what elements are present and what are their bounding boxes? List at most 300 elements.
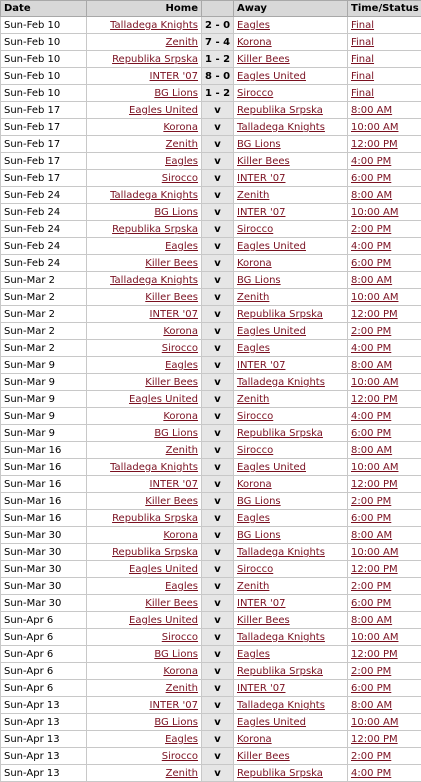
game-date-cell: Sun-Mar 9 — [1, 357, 87, 374]
away-team-link[interactable]: Killer Bees — [237, 614, 290, 626]
game-row — [1, 731, 421, 748]
home-team-link[interactable]: Talladega Knights — [110, 189, 198, 201]
home-team-cell — [87, 255, 202, 272]
home-team-cell — [87, 442, 202, 459]
away-team-link[interactable]: Zenith — [237, 189, 270, 201]
game-status-link[interactable]: 8:00 AM — [351, 614, 393, 626]
game-score-cell: 7 - 4 — [202, 34, 234, 51]
away-team-link[interactable]: Talladega Knights — [237, 699, 325, 711]
game-score-cell: v — [202, 119, 234, 136]
away-team-cell — [234, 323, 348, 340]
header-row — [1, 1, 421, 17]
game-status-cell — [348, 119, 421, 136]
game-score-cell: v — [202, 595, 234, 612]
game-date-cell: Sun-Feb 24 — [1, 187, 87, 204]
away-team-cell — [234, 544, 348, 561]
home-team-cell — [87, 289, 202, 306]
game-status-link[interactable]: 2:00 PM — [351, 495, 392, 507]
away-team-link[interactable]: Eagles — [237, 648, 270, 660]
game-status-link[interactable]: 10:00 AM — [351, 291, 399, 303]
game-date-cell: Sun-Mar 30 — [1, 561, 87, 578]
game-score-cell: v — [202, 561, 234, 578]
game-status-link[interactable]: 2:00 PM — [351, 325, 392, 337]
away-team-cell — [234, 527, 348, 544]
game-status-cell — [348, 527, 421, 544]
home-team-link[interactable]: Eagles United — [129, 563, 198, 575]
game-row — [1, 578, 421, 595]
game-date-cell: Sun-Mar 30 — [1, 595, 87, 612]
away-team-link[interactable]: Eagles United — [237, 716, 306, 728]
game-status-link[interactable]: 8:00 AM — [351, 444, 393, 456]
home-team-cell — [87, 425, 202, 442]
home-team-cell — [87, 153, 202, 170]
away-team-cell — [234, 680, 348, 697]
away-team-link[interactable]: Republika Srpska — [237, 308, 323, 320]
game-score-cell: v — [202, 697, 234, 714]
game-status-link[interactable]: 6:00 PM — [351, 512, 392, 524]
game-date-cell: Sun-Mar 30 — [1, 544, 87, 561]
home-team-link[interactable]: INTER '07 — [149, 699, 198, 711]
game-row — [1, 493, 421, 510]
game-status-cell — [348, 34, 421, 51]
home-team-link[interactable]: Korona — [163, 121, 198, 133]
game-date-cell: Sun-Mar 2 — [1, 289, 87, 306]
game-row — [1, 510, 421, 527]
away-team-link[interactable]: INTER '07 — [237, 597, 286, 609]
away-team-cell — [234, 391, 348, 408]
home-team-link[interactable]: BG Lions — [154, 87, 198, 99]
home-team-cell — [87, 119, 202, 136]
game-row — [1, 272, 421, 289]
game-status-cell — [348, 323, 421, 340]
away-column-header: Away — [234, 1, 348, 17]
away-team-link[interactable]: BG Lions — [237, 529, 281, 541]
away-team-cell — [234, 102, 348, 119]
game-score-cell: v — [202, 221, 234, 238]
home-team-cell — [87, 238, 202, 255]
away-team-cell — [234, 272, 348, 289]
away-team-cell — [234, 442, 348, 459]
game-score-cell: v — [202, 272, 234, 289]
home-team-link[interactable]: Killer Bees — [145, 495, 198, 507]
game-status-cell — [348, 748, 421, 765]
game-status-link[interactable]: 12:00 PM — [351, 478, 398, 490]
away-team-cell — [234, 170, 348, 187]
game-status-cell — [348, 357, 421, 374]
away-team-cell — [234, 17, 348, 34]
game-status-link[interactable]: 2:00 PM — [351, 665, 392, 677]
game-status-link[interactable]: 12:00 PM — [351, 308, 398, 320]
game-status-link[interactable]: 10:00 AM — [351, 121, 399, 133]
away-team-link[interactable]: INTER '07 — [237, 206, 286, 218]
game-status-link[interactable]: 6:00 PM — [351, 257, 392, 269]
home-team-link[interactable]: INTER '07 — [149, 478, 198, 490]
home-team-link[interactable]: Talladega Knights — [110, 274, 198, 286]
score-column-header — [202, 1, 234, 17]
away-team-link[interactable]: Republika Srpska — [237, 665, 323, 677]
away-team-link[interactable]: Eagles — [237, 19, 270, 31]
home-team-link[interactable]: Republika Srpska — [112, 546, 198, 558]
game-status-link[interactable]: 10:00 AM — [351, 461, 399, 473]
game-score-cell: v — [202, 323, 234, 340]
game-row — [1, 221, 421, 238]
away-team-link[interactable]: Zenith — [237, 393, 270, 405]
game-status-link[interactable]: 8:00 AM — [351, 274, 393, 286]
game-score-cell: 1 - 2 — [202, 51, 234, 68]
home-team-link[interactable]: Republika Srpska — [112, 223, 198, 235]
game-score-cell: v — [202, 255, 234, 272]
game-status-cell — [348, 765, 421, 782]
game-status-link[interactable]: 4:00 PM — [351, 342, 392, 354]
game-status-link[interactable]: 8:00 AM — [351, 189, 393, 201]
game-status-link[interactable]: 2:00 PM — [351, 580, 392, 592]
game-score-cell: v — [202, 714, 234, 731]
home-team-cell — [87, 493, 202, 510]
home-team-link[interactable]: Zenith — [165, 444, 198, 456]
game-date-cell: Sun-Mar 30 — [1, 527, 87, 544]
away-team-cell — [234, 476, 348, 493]
game-status-cell — [348, 476, 421, 493]
game-date-cell: Sun-Feb 17 — [1, 102, 87, 119]
game-row — [1, 612, 421, 629]
game-status-cell — [348, 51, 421, 68]
game-status-link[interactable]: 10:00 AM — [351, 206, 399, 218]
game-score-cell: v — [202, 204, 234, 221]
away-team-cell — [234, 238, 348, 255]
home-team-cell — [87, 680, 202, 697]
away-team-link[interactable]: Korona — [237, 733, 272, 745]
home-team-link[interactable]: Korona — [163, 665, 198, 677]
away-team-link[interactable]: Talladega Knights — [237, 376, 325, 388]
away-team-link[interactable]: Killer Bees — [237, 53, 290, 65]
home-team-cell — [87, 527, 202, 544]
away-team-link[interactable]: Republika Srpska — [237, 427, 323, 439]
home-team-cell — [87, 629, 202, 646]
game-status-link[interactable]: 10:00 AM — [351, 546, 399, 558]
away-team-link[interactable]: Korona — [237, 257, 272, 269]
game-row — [1, 357, 421, 374]
home-team-cell — [87, 357, 202, 374]
home-team-cell — [87, 544, 202, 561]
home-team-cell — [87, 85, 202, 102]
game-status-link[interactable]: Final — [351, 19, 375, 31]
game-status-cell — [348, 680, 421, 697]
home-team-link[interactable]: BG Lions — [154, 648, 198, 660]
away-team-link[interactable]: Talladega Knights — [237, 631, 325, 643]
home-team-link[interactable]: Korona — [163, 410, 198, 422]
game-status-link[interactable]: 10:00 AM — [351, 631, 399, 643]
game-date-cell: Sun-Apr 6 — [1, 612, 87, 629]
away-team-cell — [234, 493, 348, 510]
game-row — [1, 85, 421, 102]
away-team-link[interactable]: BG Lions — [237, 495, 281, 507]
game-status-cell — [348, 153, 421, 170]
game-status-link[interactable]: 6:00 PM — [351, 427, 392, 439]
game-status-link[interactable]: 12:00 PM — [351, 648, 398, 660]
game-status-cell — [348, 68, 421, 85]
game-score-cell: v — [202, 459, 234, 476]
away-team-link[interactable]: Sirocco — [237, 87, 274, 99]
game-row — [1, 34, 421, 51]
game-score-cell: v — [202, 442, 234, 459]
away-team-cell — [234, 289, 348, 306]
game-row — [1, 442, 421, 459]
away-team-link[interactable]: Korona — [237, 36, 272, 48]
game-row — [1, 323, 421, 340]
away-team-link[interactable]: Sirocco — [237, 444, 274, 456]
away-team-cell — [234, 765, 348, 782]
home-team-link[interactable]: BG Lions — [154, 427, 198, 439]
game-status-link[interactable]: 6:00 PM — [351, 597, 392, 609]
game-status-link[interactable]: 8:00 AM — [351, 529, 393, 541]
game-status-link[interactable]: 6:00 PM — [351, 172, 392, 184]
home-team-link[interactable]: Killer Bees — [145, 291, 198, 303]
game-row — [1, 425, 421, 442]
game-score-cell: v — [202, 187, 234, 204]
game-status-link[interactable]: 12:00 PM — [351, 733, 398, 745]
game-date-cell: Sun-Mar 16 — [1, 510, 87, 527]
game-status-link[interactable]: 4:00 PM — [351, 240, 392, 252]
game-row — [1, 561, 421, 578]
game-score-cell: v — [202, 663, 234, 680]
game-date-cell: Sun-Apr 13 — [1, 765, 87, 782]
away-team-link[interactable]: Killer Bees — [237, 750, 290, 762]
home-team-link[interactable]: Zenith — [165, 682, 198, 694]
game-status-link[interactable]: Final — [351, 36, 375, 48]
away-team-link[interactable]: Korona — [237, 478, 272, 490]
game-date-cell: Sun-Mar 2 — [1, 272, 87, 289]
away-team-cell — [234, 578, 348, 595]
game-status-cell — [348, 272, 421, 289]
game-row — [1, 306, 421, 323]
game-row — [1, 527, 421, 544]
away-team-link[interactable]: Eagles — [237, 342, 270, 354]
away-team-link[interactable]: Eagles United — [237, 240, 306, 252]
game-status-link[interactable]: 4:00 PM — [351, 410, 392, 422]
home-team-link[interactable]: BG Lions — [154, 716, 198, 728]
away-team-cell — [234, 697, 348, 714]
away-team-cell — [234, 408, 348, 425]
home-team-link[interactable]: Republika Srpska — [112, 53, 198, 65]
home-team-link[interactable]: Eagles — [165, 733, 198, 745]
home-team-link[interactable]: Eagles United — [129, 614, 198, 626]
away-team-link[interactable]: Eagles — [237, 512, 270, 524]
home-team-link[interactable]: Sirocco — [161, 750, 198, 762]
game-date-cell: Sun-Apr 13 — [1, 697, 87, 714]
home-team-link[interactable]: Talladega Knights — [110, 461, 198, 473]
game-row — [1, 476, 421, 493]
game-row — [1, 340, 421, 357]
game-row — [1, 238, 421, 255]
game-status-cell — [348, 187, 421, 204]
home-team-cell — [87, 612, 202, 629]
game-status-link[interactable]: 2:00 PM — [351, 223, 392, 235]
away-team-link[interactable]: Sirocco — [237, 223, 274, 235]
game-status-link[interactable]: 10:00 AM — [351, 376, 399, 388]
game-date-cell: Sun-Feb 24 — [1, 221, 87, 238]
home-team-link[interactable]: Sirocco — [161, 342, 198, 354]
game-score-cell: v — [202, 306, 234, 323]
game-status-link[interactable]: 8:00 AM — [351, 104, 393, 116]
game-score-cell: v — [202, 153, 234, 170]
away-team-cell — [234, 663, 348, 680]
home-team-cell — [87, 714, 202, 731]
away-team-link[interactable]: INTER '07 — [237, 359, 286, 371]
away-team-link[interactable]: Republika Srpska — [237, 104, 323, 116]
game-row — [1, 629, 421, 646]
home-team-link[interactable]: Zenith — [165, 138, 198, 150]
away-team-link[interactable]: Talladega Knights — [237, 546, 325, 558]
home-team-link[interactable]: Killer Bees — [145, 257, 198, 269]
home-team-link[interactable]: INTER '07 — [149, 308, 198, 320]
game-score-cell: v — [202, 136, 234, 153]
away-team-cell — [234, 340, 348, 357]
away-team-link[interactable]: Eagles United — [237, 461, 306, 473]
status-column-header: Time/Status — [348, 1, 421, 17]
away-team-cell — [234, 306, 348, 323]
game-score-cell: 1 - 2 — [202, 85, 234, 102]
game-date-cell: Sun-Apr 6 — [1, 680, 87, 697]
game-status-link[interactable]: Final — [351, 87, 375, 99]
game-score-cell: v — [202, 391, 234, 408]
game-row — [1, 187, 421, 204]
home-team-link[interactable]: Killer Bees — [145, 376, 198, 388]
away-team-link[interactable]: Killer Bees — [237, 155, 290, 167]
game-date-cell: Sun-Apr 6 — [1, 663, 87, 680]
game-status-link[interactable]: 10:00 AM — [351, 716, 399, 728]
home-team-link[interactable]: Eagles — [165, 580, 198, 592]
game-status-cell — [348, 663, 421, 680]
game-row — [1, 17, 421, 34]
game-score-cell: v — [202, 408, 234, 425]
game-date-cell: Sun-Mar 2 — [1, 306, 87, 323]
game-status-link[interactable]: 2:00 PM — [351, 750, 392, 762]
away-team-link[interactable]: BG Lions — [237, 138, 281, 150]
game-status-cell — [348, 697, 421, 714]
game-date-cell: Sun-Feb 24 — [1, 238, 87, 255]
game-score-cell: v — [202, 238, 234, 255]
home-team-link[interactable]: Killer Bees — [145, 597, 198, 609]
game-status-link[interactable]: Final — [351, 70, 375, 82]
home-team-cell — [87, 476, 202, 493]
game-row — [1, 544, 421, 561]
game-status-cell — [348, 204, 421, 221]
away-team-cell — [234, 425, 348, 442]
game-row — [1, 408, 421, 425]
home-team-cell — [87, 391, 202, 408]
home-team-cell — [87, 187, 202, 204]
away-team-link[interactable]: Sirocco — [237, 563, 274, 575]
home-team-link[interactable]: INTER '07 — [149, 70, 198, 82]
game-status-cell — [348, 238, 421, 255]
home-team-cell — [87, 408, 202, 425]
game-status-link[interactable]: 4:00 PM — [351, 767, 392, 779]
away-team-link[interactable]: Eagles United — [237, 325, 306, 337]
away-team-link[interactable]: Zenith — [237, 291, 270, 303]
game-score-cell: v — [202, 493, 234, 510]
game-status-cell — [348, 221, 421, 238]
game-status-cell — [348, 646, 421, 663]
home-team-cell — [87, 34, 202, 51]
game-row — [1, 68, 421, 85]
game-status-link[interactable]: 12:00 PM — [351, 393, 398, 405]
game-score-cell: v — [202, 425, 234, 442]
away-team-link[interactable]: INTER '07 — [237, 172, 286, 184]
away-team-cell — [234, 748, 348, 765]
game-date-cell: Sun-Apr 13 — [1, 731, 87, 748]
away-team-link[interactable]: Zenith — [237, 580, 270, 592]
game-status-cell — [348, 289, 421, 306]
game-row — [1, 748, 421, 765]
home-team-link[interactable]: Eagles — [165, 359, 198, 371]
home-team-cell — [87, 340, 202, 357]
away-team-cell — [234, 510, 348, 527]
game-status-link[interactable]: 8:00 AM — [351, 699, 393, 711]
game-status-link[interactable]: 12:00 PM — [351, 138, 398, 150]
game-score-cell: v — [202, 578, 234, 595]
away-team-cell — [234, 68, 348, 85]
home-team-link[interactable]: Sirocco — [161, 172, 198, 184]
game-row — [1, 119, 421, 136]
home-team-link[interactable]: Zenith — [165, 767, 198, 779]
away-team-link[interactable]: Eagles United — [237, 70, 306, 82]
game-row — [1, 459, 421, 476]
game-status-cell — [348, 714, 421, 731]
away-team-link[interactable]: Sirocco — [237, 410, 274, 422]
game-date-cell: Sun-Feb 17 — [1, 170, 87, 187]
game-status-link[interactable]: 4:00 PM — [351, 155, 392, 167]
game-status-link[interactable]: Final — [351, 53, 375, 65]
game-status-link[interactable]: 8:00 AM — [351, 359, 393, 371]
home-team-link[interactable]: Korona — [163, 529, 198, 541]
home-team-link[interactable]: Talladega Knights — [110, 19, 198, 31]
away-team-link[interactable]: BG Lions — [237, 274, 281, 286]
home-team-link[interactable]: Eagles United — [129, 104, 198, 116]
game-status-link[interactable]: 6:00 PM — [351, 682, 392, 694]
game-status-cell — [348, 374, 421, 391]
away-team-link[interactable]: Republika Srpska — [237, 767, 323, 779]
game-row — [1, 289, 421, 306]
home-team-link[interactable]: Sirocco — [161, 631, 198, 643]
away-team-link[interactable]: Talladega Knights — [237, 121, 325, 133]
game-status-cell — [348, 306, 421, 323]
home-team-cell — [87, 646, 202, 663]
game-row — [1, 391, 421, 408]
home-team-link[interactable]: Korona — [163, 325, 198, 337]
home-team-link[interactable]: Eagles — [165, 155, 198, 167]
game-date-cell: Sun-Mar 16 — [1, 459, 87, 476]
game-status-link[interactable]: 12:00 PM — [351, 563, 398, 575]
game-date-cell: Sun-Mar 9 — [1, 408, 87, 425]
home-team-cell — [87, 272, 202, 289]
game-date-cell: Sun-Feb 10 — [1, 17, 87, 34]
game-status-cell — [348, 255, 421, 272]
game-row — [1, 714, 421, 731]
home-team-link[interactable]: Republika Srpska — [112, 512, 198, 524]
home-team-link[interactable]: Eagles — [165, 240, 198, 252]
game-score-cell: v — [202, 289, 234, 306]
game-row — [1, 102, 421, 119]
away-team-cell — [234, 646, 348, 663]
home-team-cell — [87, 323, 202, 340]
home-team-link[interactable]: BG Lions — [154, 206, 198, 218]
game-status-cell — [348, 136, 421, 153]
home-team-link[interactable]: Eagles United — [129, 393, 198, 405]
home-team-link[interactable]: Zenith — [165, 36, 198, 48]
away-team-link[interactable]: INTER '07 — [237, 682, 286, 694]
home-team-cell — [87, 204, 202, 221]
game-score-cell: v — [202, 646, 234, 663]
